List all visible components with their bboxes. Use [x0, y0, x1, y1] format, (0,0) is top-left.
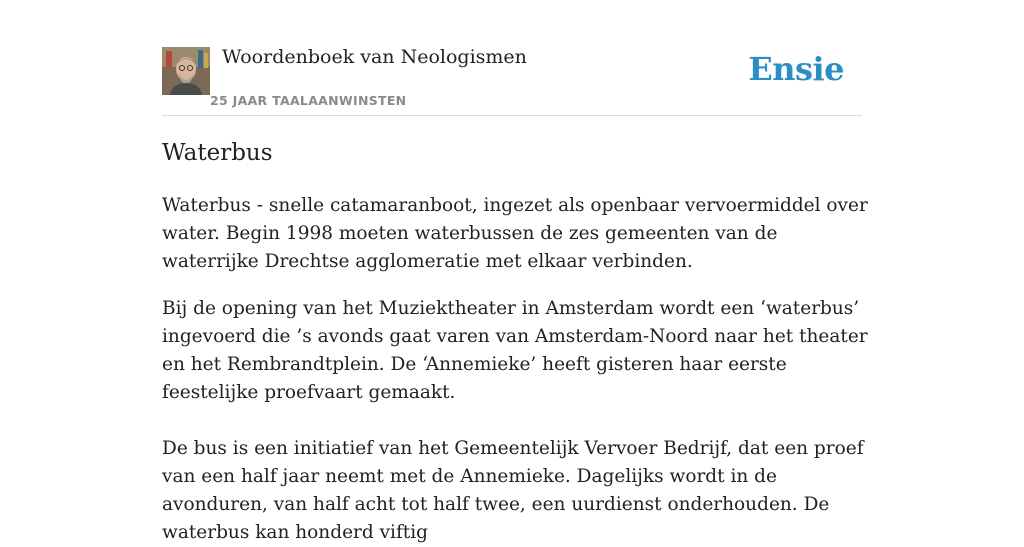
ensie-logo-link[interactable]: Ensie [748, 50, 844, 88]
article-title: Waterbus [162, 140, 273, 166]
site-header [162, 0, 862, 116]
avatar-portrait-icon [162, 47, 210, 95]
site-tagline: 25 JAAR TAALAANWINSTEN [210, 93, 407, 108]
article-paragraph: Bij de opening van het Muziektheater in Amsterdam wordt een ‘waterbus’ ingevoerd die ’s avonds gaat varen van Amsterdam-Noord naar het theater en het Rembrandtplein. De ‘Annemieke’ heeft gisteren haar eerste feestelijke proefvaart gemaakt. [162, 298, 868, 403]
article-paragraph: De bus is een initiatief van het Gemeentelijk Vervoer Bedrijf, dat een proef van een half jaar neemt met de Annemieke. Dagelijks wordt in de avonduren, van half acht tot half twee, een uurdienst onderhouden. De waterbus kan honderd viftig [162, 438, 864, 543]
article-paragraph: Waterbus - snelle catamaranboot, ingezet als openbaar vervoermiddel over water. Begin 1998 moeten waterbussen de zes gemeenten van de waterrijke Drechtse agglomeratie met elkaar verbinden. [162, 195, 868, 272]
article-body [162, 192, 868, 547]
author-avatar[interactable] [162, 47, 210, 95]
page-container [162, 0, 868, 543]
site-name[interactable]: Woordenboek van Neologismen [222, 46, 527, 68]
